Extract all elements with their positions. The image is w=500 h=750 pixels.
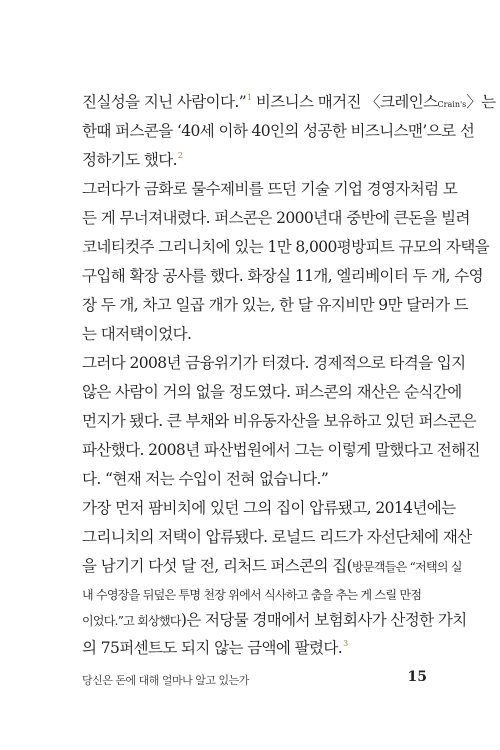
body-line-7: 구입해 확장 공사를 했다. 화장실 11개, 엘리베이터 두 개, 수영 (82, 267, 484, 285)
body-line-16: 그리니치의 저택이 압류됐다. 로널드 리드가 자선단체에 재산 (82, 528, 472, 546)
footnote-marker: 2 (177, 151, 183, 160)
body-line-18: 내 수영장을 뒤덮은 투명 천장 위에서 식사하고 춤을 추는 게 스릴 만점 (82, 588, 422, 602)
text-segment: )은 저당물 경매에서 보험회사가 산정한 가치 (180, 611, 467, 629)
text-segment: 비즈니스 매거진 〈크레인스 (251, 93, 438, 111)
body-line-5: 든 게 무너져내렸다. 퍼스콘은 2000년대 중반에 큰돈을 빌려 (82, 209, 470, 227)
body-line-4: 그러다가 금화로 물수제비를 뜨던 기술 기업 경영자처럼 모 (82, 180, 458, 198)
body-line-10: 그러다 2008년 금융위기가 터졌다. 경제적으로 타격을 입지 (82, 354, 466, 372)
footnote-marker: 3 (343, 639, 348, 648)
inline-subscript: Crain's (437, 100, 467, 109)
body-line-12: 먼지가 됐다. 큰 부채와 비유동자산을 보유하고 있던 퍼스콘은 (82, 412, 476, 430)
body-line-2: 한때 퍼스콘을 ‘40세 이하 40인의 성공한 비즈니스맨’으로 선 (82, 122, 475, 140)
body-line-6: 코네티컷주 그리니치에 있는 1만 8,000평방피트 규모의 자택을 (82, 238, 490, 256)
body-line-3 (82, 150, 428, 173)
running-footer-title: 당신은 돈에 대해 얼마나 알고 있는가 (82, 674, 249, 687)
body-line-9: 는 대저택이었다. (82, 325, 192, 343)
body-line-14: 다. “현재 저는 수입이 전혀 없습니다.” (82, 470, 329, 488)
text-segment: 〉는 (466, 93, 496, 111)
body-line-15: 가장 먼저 팜비치에 있던 그의 집이 압류됐고, 2014년에는 (82, 499, 456, 517)
parenthetical-text: 이었다.”고 회상했다 (82, 614, 181, 628)
body-line-8: 장 두 개, 차고 일곱 개가 있는, 한 달 유지비만 9만 달러가 드 (82, 296, 469, 314)
body-line-13: 파산했다. 2008년 파산법원에서 그는 이렇게 말했다고 전해진 (82, 441, 480, 459)
body-line-17 (82, 556, 462, 577)
page-number: 15 (407, 669, 427, 685)
text-segment: 을 남기기 다섯 달 전, 리처드 퍼스콘의 집( (82, 557, 353, 575)
body-line-11: 않은 사람이 거의 없을 정도였다. 퍼스콘의 재산은 순식간에 (82, 383, 462, 401)
footnote-marker: 1 (247, 93, 252, 102)
text-segment: 의 75퍼센트도 되지 않는 금액에 팔렸다. (82, 639, 343, 657)
text-segment: 진실성을 지닌 사람이다.” (82, 93, 247, 111)
body-line-1 (82, 92, 496, 115)
text-segment: 정하기도 했다. (82, 151, 177, 169)
body-line-20 (82, 638, 428, 661)
body-line-19 (82, 610, 467, 631)
parenthetical-text: 방문객들은 “저택의 실 (352, 560, 462, 574)
